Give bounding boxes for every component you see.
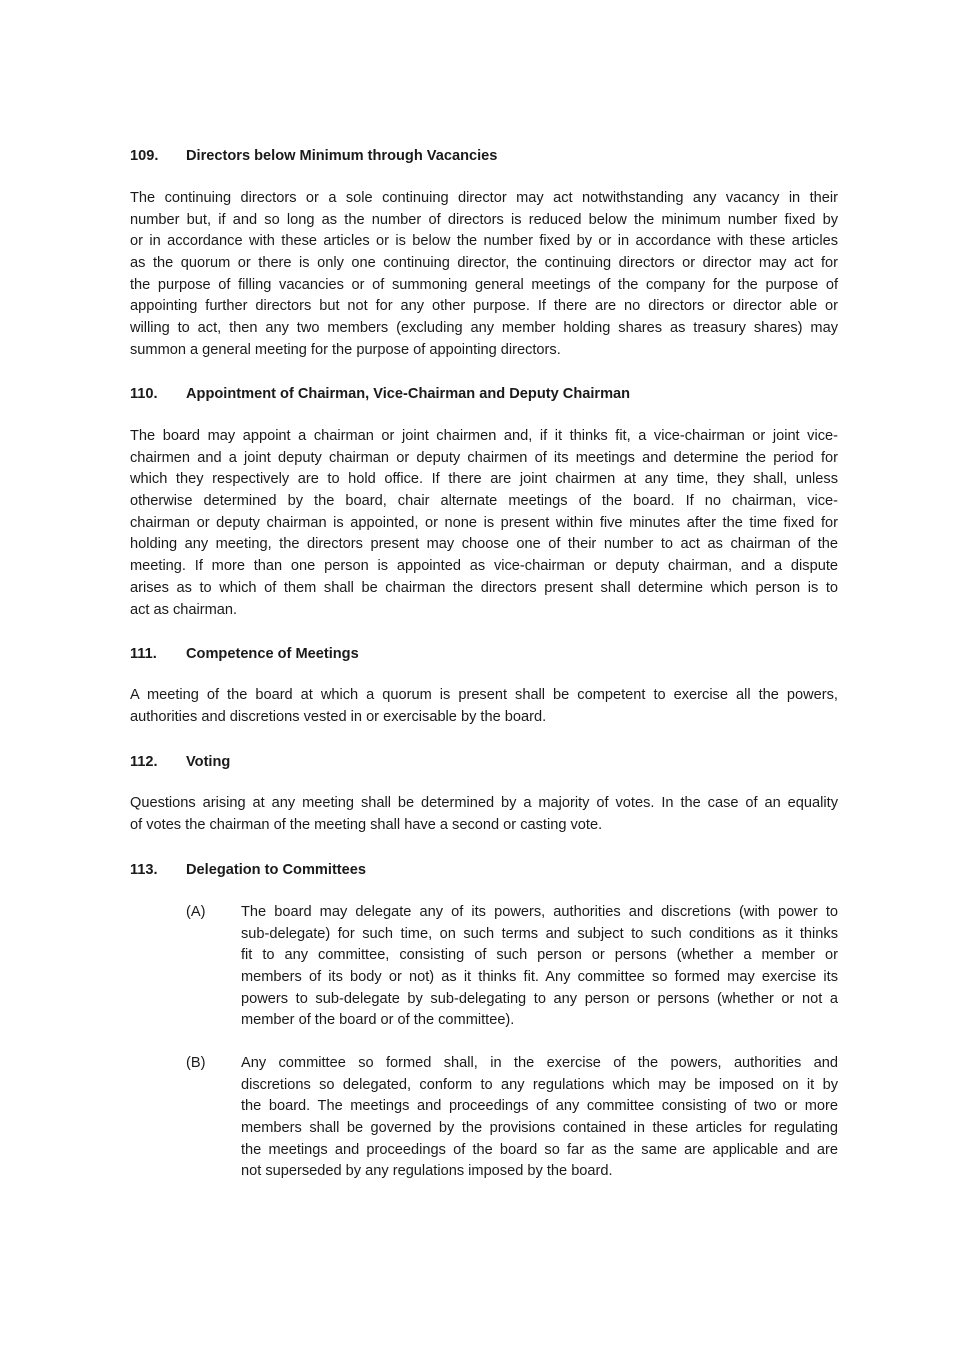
text-line: A meeting of the board at which a quorum is present shall be competent to exercise all the powers, xyxy=(130,687,838,703)
clause-label: (B) xyxy=(186,1055,206,1071)
sub-clause xyxy=(186,902,838,1032)
text-line: number but, if and so long as the number of directors is reduced below the minimum number fixed by xyxy=(130,211,838,228)
paragraph-text xyxy=(241,902,838,1032)
section-number: 112. xyxy=(130,754,158,770)
paragraph-text xyxy=(130,188,838,362)
text-line: of votes the chairman of the meeting shall have a second or casting vote. xyxy=(130,816,603,833)
section-number: 111. xyxy=(130,646,157,662)
sub-clause xyxy=(186,1053,838,1183)
text-line: member of the board or of the committee). xyxy=(241,1012,515,1029)
text-line: willing to act, then any two members (excluding any member holding shares as treasury shares) may xyxy=(130,320,838,337)
text-line: chairmen and a joint deputy chairman or deputy chairmen of its meetings and determine the period for xyxy=(130,449,838,466)
text-line: as the quorum or there is only one continuing director, the continuing directors or director may act for xyxy=(130,255,838,272)
text-line: appointing further directors but not for any other purpose. If there are no directors or director able or xyxy=(130,298,838,315)
clause-label: (A) xyxy=(186,904,206,920)
section-number: 110. xyxy=(130,386,158,402)
text-line: Questions arising at any meeting shall be determined by a majority of votes. In the case of an equality xyxy=(130,795,838,811)
text-line: Any committee so formed shall, in the exercise of the powers, authorities and xyxy=(241,1055,838,1071)
section-heading xyxy=(130,751,838,773)
section-title: Competence of Meetings xyxy=(186,646,359,662)
text-line: otherwise determined by the board, chair alternate meetings of the board. If no chairman, vice- xyxy=(130,493,838,510)
paragraph xyxy=(130,793,838,836)
text-line: members shall be governed by the provisions contained in these articles for regulating xyxy=(241,1120,838,1137)
section-number: 109. xyxy=(130,148,159,164)
text-line: which they respectively are to hold office. If there are joint chairmen at any time, they shall, unless xyxy=(130,471,838,488)
section-heading xyxy=(130,145,838,167)
text-line: The continuing directors or a sole continuing director may act notwithstanding any vacancy in their xyxy=(130,190,838,206)
section-heading xyxy=(130,643,838,665)
text-line: The board may appoint a chairman or joint chairmen and, if it thinks fit, a vice-chairman or joint vice- xyxy=(130,428,838,444)
paragraph-text xyxy=(241,1053,838,1183)
text-line: sub-delegate) for such time, on such terms and subject to such conditions as it thinks xyxy=(241,925,838,942)
paragraph xyxy=(130,188,838,362)
section-title: Directors below Minimum through Vacancies xyxy=(186,148,498,164)
text-line: or in accordance with these articles or is below the number fixed by or in accordance with these articles xyxy=(130,233,838,250)
text-line: powers to sub-delegate by sub-delegating to any person or persons (whether or not a xyxy=(241,990,838,1007)
text-line: authorities and discretions vested in or exercisable by the board. xyxy=(130,708,547,725)
paragraph-text xyxy=(130,426,838,621)
section-title: Voting xyxy=(186,754,231,770)
paragraph xyxy=(130,426,838,621)
text-line: meeting. If more than one person is appointed as vice-chairman or deputy chairman, and a dispute xyxy=(130,558,838,575)
text-line: chairman or deputy chairman is appointed, or none is present within five minutes after the time fixed for xyxy=(130,514,838,531)
section-heading xyxy=(130,383,838,405)
text-line: act as chairman. xyxy=(130,601,238,618)
text-line: arises as to which of them shall be chairman the directors present shall determine which person is to xyxy=(130,579,838,596)
text-line: summon a general meeting for the purpose of appointing directors. xyxy=(130,341,561,358)
section-heading xyxy=(130,859,838,881)
section-title: Appointment of Chairman, Vice-Chairman and Deputy Chairman xyxy=(186,386,631,402)
paragraph xyxy=(130,685,838,728)
text-line: the purpose of filling vacancies or of summoning general meetings of the company for the purpose of xyxy=(130,276,838,293)
text-line: the meetings and proceedings of the board so far as the same are applicable and are xyxy=(241,1141,838,1158)
paragraph-text xyxy=(130,793,838,836)
text-line: fit to any committee, consisting of such person or persons (whether a member or xyxy=(241,947,838,964)
text-line: not superseded by any regulations imposed by the board. xyxy=(241,1163,613,1180)
text-line: the board. The meetings and proceedings of any committee consisting of two or more xyxy=(241,1098,838,1115)
section-number: 113. xyxy=(130,862,158,878)
section-title: Delegation to Committees xyxy=(186,862,367,878)
text-line: The board may delegate any of its powers, authorities and discretions (with power to xyxy=(241,904,838,920)
text-line: discretions so delegated, conform to any regulations which may be imposed on it by xyxy=(241,1076,838,1093)
text-line: holding any meeting, the directors present may choose one of their number to act as chairman of the xyxy=(130,536,838,553)
text-line: members of its body or not) as it thinks fit. Any committee so formed may exercise its xyxy=(241,969,838,986)
paragraph-text xyxy=(130,685,838,728)
